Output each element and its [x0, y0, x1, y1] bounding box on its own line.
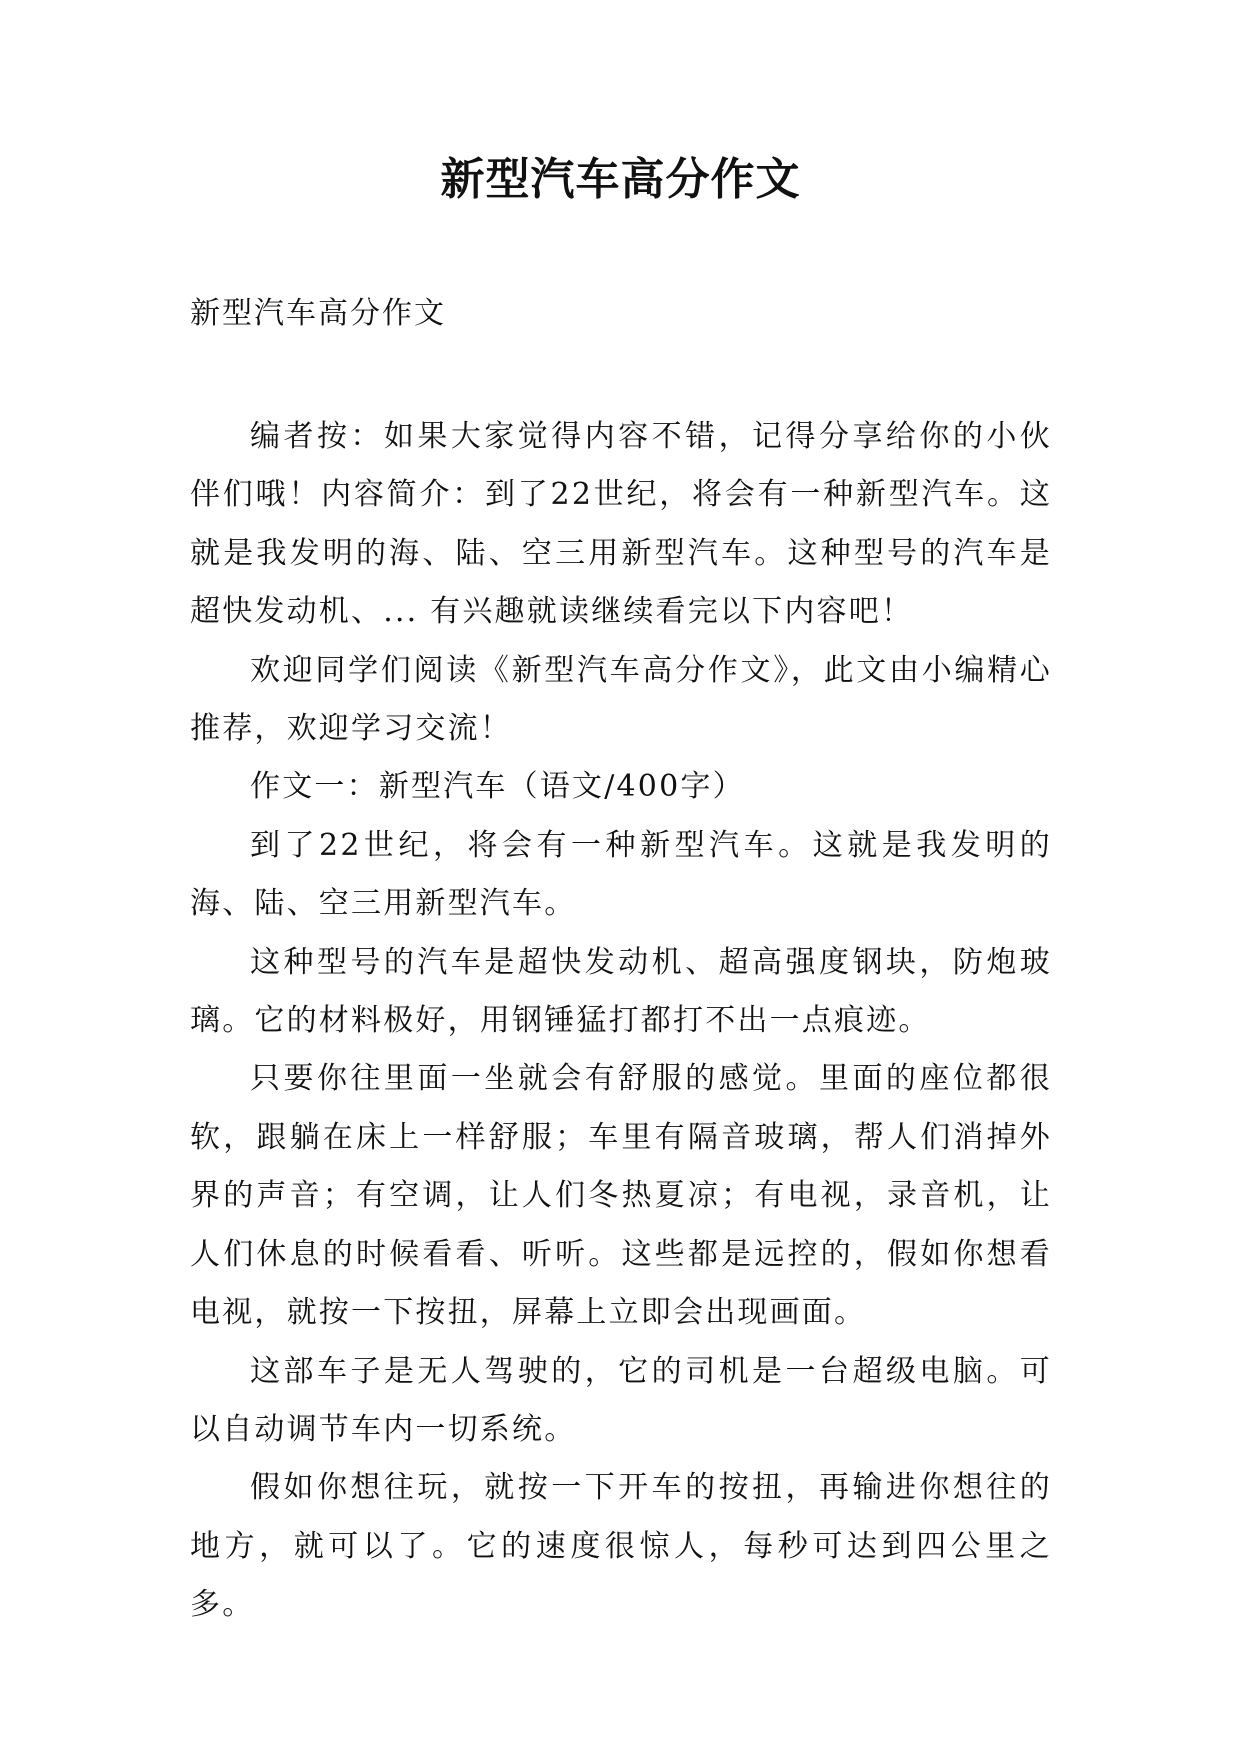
paragraph-editor-note: 编者按：如果大家觉得内容不错，记得分享给你的小伙伴们哦！内容简介：到了22世纪，将会有一种新型汽车。这就是我发明的海、陆、空三用新型汽车。这种型号的汽车是超快发动机、... 有兴趣就读继续看完以下内容吧！ — [190, 419, 1052, 630]
paragraph: 这种型号的汽车是超快发动机、超高强度钢块，防炮玻璃。它的材料极好，用钢锤猛打都打不出一点痕迹。 — [190, 944, 1052, 1039]
paragraph: 只要你往里面一坐就会有舒服的感觉。里面的座位都很软，跟躺在床上一样舒服；车里有隔音玻璃，帮人们消掉外界的声音；有空调，让人们冬热夏凉；有电视，录音机，让人们休息的时候看看、听听。这些都是远控的，假如你想看电视，就按一下按扭，屏幕上立即会出现画面。 — [190, 1061, 1052, 1331]
paragraph-welcome: 欢迎同学们阅读《新型汽车高分作文》，此文由小编精心推荐，欢迎学习交流！ — [190, 652, 1052, 747]
paragraph-essay-heading: 作文一：新型汽车（语文/400字） — [250, 769, 745, 805]
paragraph: 假如你想往玩，就按一下开车的按扭，再输进你想往的地方，就可以了。它的速度很惊人，每秒可达到四公里之多。 — [190, 1470, 1052, 1623]
document-subtitle: 新型汽车高分作文 — [190, 296, 446, 331]
paragraph: 到了22世纪，将会有一种新型汽车。这就是我发明的海、陆、空三用新型汽车。 — [190, 827, 1052, 922]
paragraph: 这部车子是无人驾驶的，它的司机是一台超级电脑。可以自动调节车内一切系统。 — [190, 1353, 1052, 1447]
document-title: 新型汽车高分作文 — [440, 154, 801, 205]
document-body — [190, 408, 1052, 1635]
